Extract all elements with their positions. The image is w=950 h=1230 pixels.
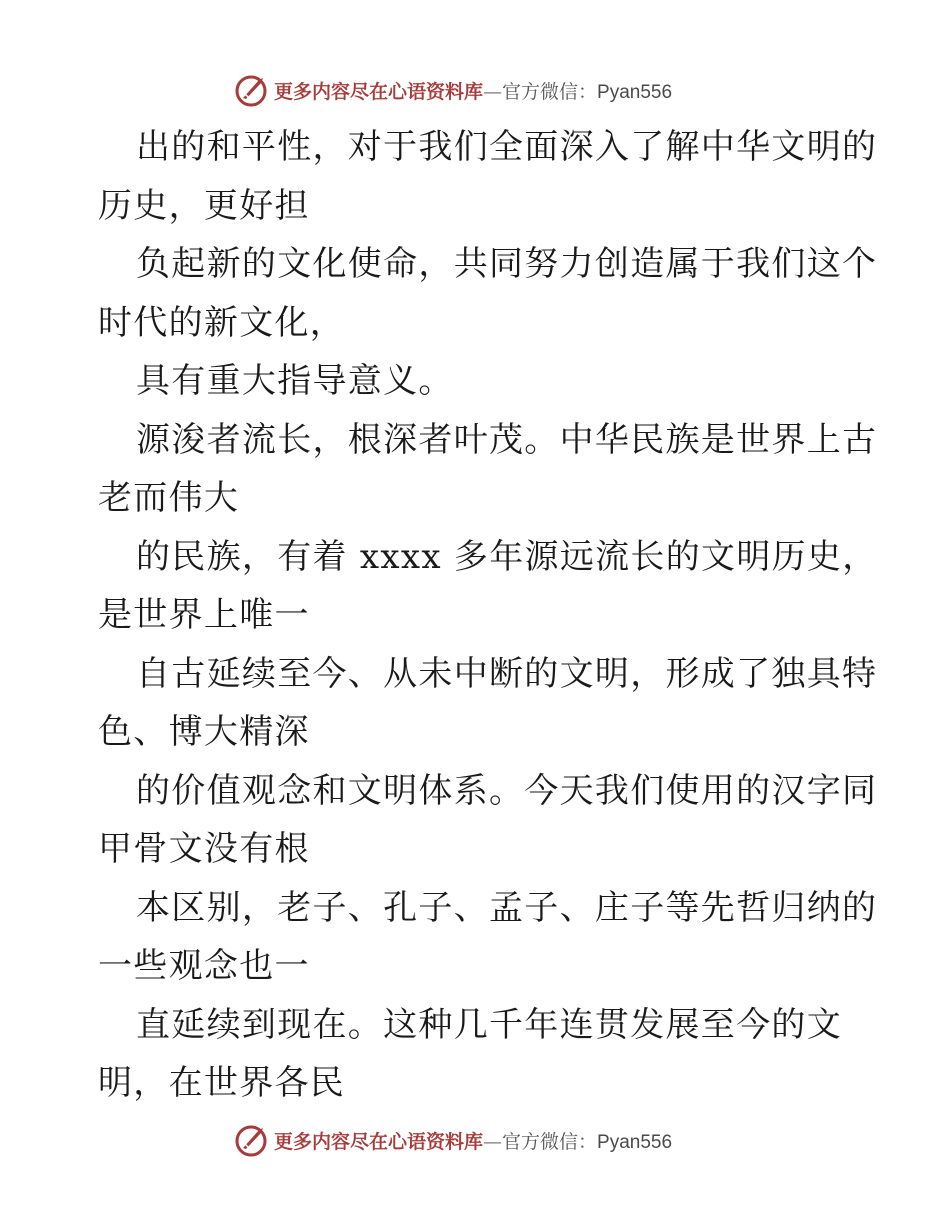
text-line: 的民族，有着 xxxx 多年源远流长的文明历史， (136, 536, 878, 577)
quill-logo-icon (234, 72, 270, 108)
text-line: 色、博大精深 (98, 712, 310, 752)
text-line: 老而伟大 (98, 478, 240, 518)
watermark-brand: 更多内容尽在心语资料库 (274, 1130, 484, 1153)
watermark-contact-id: Pyan556 (597, 81, 673, 103)
text-line: 具有重大指导意义。 (136, 361, 454, 401)
text-line: 历史，更好担 (98, 185, 310, 226)
text-line: 本区别，老子、孔子、孟子、庄子等先哲归纳的 (136, 887, 878, 928)
watermark-brand: 更多内容尽在心语资料库 (274, 80, 484, 103)
watermark-contact-label: 官方微信： (502, 80, 598, 103)
document-body (98, 118, 878, 1113)
text-line: 明，在世界各民 (98, 1063, 346, 1103)
text-line: 的价值观念和文明体系。今天我们使用的汉字同 (136, 770, 878, 811)
text-line: 是世界上唯一 (98, 595, 310, 635)
text-line: 甲骨文没有根 (98, 829, 310, 869)
text-line: 负起新的文化使命，共同努力创造属于我们这个 (136, 244, 878, 284)
header-watermark (234, 70, 754, 110)
text-line: 源浚者流长，根深者叶茂。中华民族是世界上古 (136, 419, 878, 460)
text-line: 时代的新文化， (98, 302, 346, 343)
watermark-dash: — (483, 80, 503, 103)
text-line: 出的和平性，对于我们全面深入了解中华文明的 (136, 127, 878, 167)
footer-watermark (234, 1120, 754, 1160)
watermark-dash: — (483, 1130, 503, 1153)
quill-logo-icon (234, 1122, 270, 1158)
watermark-contact-id: Pyan556 (597, 1131, 673, 1153)
watermark-contact-label: 官方微信： (502, 1130, 598, 1153)
text-line: 自古延续至今、从未中断的文明，形成了独具特 (136, 653, 878, 694)
text-line: 一些观念也一 (98, 946, 310, 986)
text-line: 直延续到现在。这种几千年连贯发展至今的文 (136, 1004, 842, 1045)
